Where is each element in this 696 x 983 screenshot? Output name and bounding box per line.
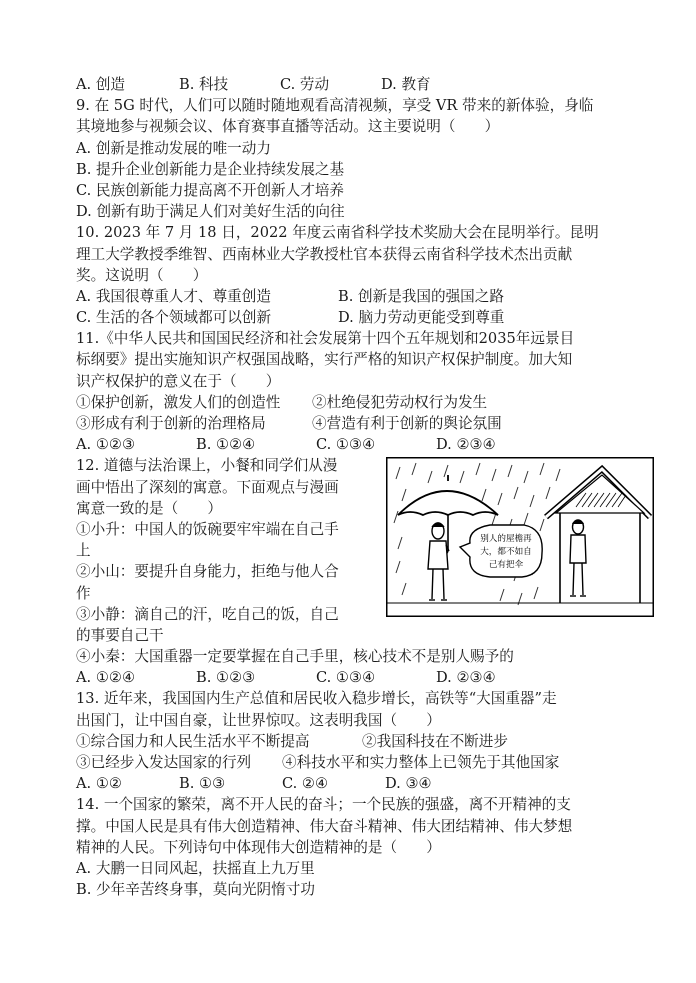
question-text: 其境地参与视频会议、体育赛事直播等活动。这主要说明（ ） [76, 118, 500, 136]
options-row [76, 307, 656, 328]
statements-row [76, 413, 656, 434]
exam-page [76, 74, 656, 900]
question-text-block [76, 455, 376, 646]
question-text: 出国门，让中国自豪，让世界惊叹。这表明我国（ ） [76, 711, 441, 729]
statement: ③小静：滴自己的汗，吃自己的饭，自己 [76, 605, 339, 623]
statement: ②我国科技在不断进步 [362, 732, 508, 750]
statement: ②小山：要提升自身能力，拒绝与他人合 [76, 563, 339, 581]
option: A. ①②③ [76, 436, 136, 454]
option: D. ②③④ [436, 436, 496, 454]
question-9 [76, 95, 656, 222]
question-text: 14. 一个国家的繁荣，离不开人民的奋斗；一个民族的强盛，离不开精神的支 [76, 796, 571, 814]
question-text: 标纲要》提出实施知识产权强国战略，实行严格的知识产权保护制度。加大知 [76, 351, 573, 369]
question-text: 13. 近年来，我国国内生产总值和居民收入稳步增长，高铁等“大国重器”走 [76, 690, 557, 708]
question-text: 寓意一致的是（ ） [76, 499, 222, 517]
question-13 [76, 688, 656, 794]
statement: ④小秦：大国重器一定要掌握在自己手里，核心技术不是别人赐予的 [76, 648, 514, 666]
question-text: 精神的人民。下列诗句中体现伟大创造精神的是（ ） [76, 838, 441, 856]
option: A. ①② [76, 775, 122, 793]
statement: ④科技水平和实力整体上已领先于其他国家 [282, 754, 560, 771]
option: D. 创新有助于满足人们对美好生活的向往 [76, 203, 345, 221]
statement: 的事要自己干 [76, 626, 164, 644]
option: D. 脑力劳动更能受到尊重 [338, 309, 505, 327]
question-text: 识产权保护的意义在于（ ） [76, 372, 281, 390]
option: B. ①②④ [196, 436, 256, 454]
question-text: 奖。这说明（ ） [76, 266, 208, 284]
option: B. 少年辛苦终身事，莫向光阴惰寸功 [76, 881, 315, 899]
question-text: 理工大学教授季维智、西南林业大学教授杜官本获得云南省科学技术杰出贡献 [76, 245, 573, 263]
option: D. ③④ [385, 775, 432, 793]
statement: 作 [76, 584, 91, 602]
statement: ①小升：中国人的饭碗要牢牢端在自己手 [76, 520, 339, 538]
speech-bubble [460, 525, 542, 577]
bubble-text: 别人的屋檐再 [480, 534, 532, 545]
option: A. 我国很尊重人才、尊重创造 [76, 287, 271, 305]
question-text: 10. 2023 年 7 月 18 日，2022 年度云南省科学技术奖励大会在昆明举行。昆明 [76, 224, 599, 242]
option: A. 创新是推动发展的唯一动力 [76, 139, 271, 157]
option: A. ①②④ [76, 669, 136, 687]
question-10 [76, 222, 656, 328]
bubble-text: 己有把伞 [488, 560, 524, 571]
option: B. ①②③ [196, 669, 256, 687]
statements-row [76, 731, 656, 752]
bubble-text: 大，都不如自 [480, 547, 532, 558]
option: C. 劳动 [280, 76, 330, 93]
statement: ②杜绝侵犯劳动权行为发生 [312, 393, 488, 411]
question-text: 11.《中华人民共和国国民经济和社会发展第十四个五年规划和2035年远景目 [76, 330, 575, 348]
question-text: 9. 在 5G 时代，人们可以随时随地观看高清视频，享受 VR 带来的新体验，身临 [76, 97, 594, 115]
option: B. 科技 [179, 76, 229, 93]
question-text: 画中悟出了深刻的寓意。下面观点与漫画 [76, 478, 339, 496]
options-row [76, 434, 656, 455]
option: D. ②③④ [436, 669, 496, 687]
question-11 [76, 328, 656, 455]
statements-row [76, 392, 656, 413]
options-row [76, 286, 656, 307]
cartoon-illustration [386, 457, 654, 617]
statement: ④营造有利于创新的舆论氛围 [312, 415, 502, 432]
statement: ③形成有利于创新的治理格局 [76, 415, 266, 432]
q8-options [76, 74, 656, 95]
statements-row [76, 752, 656, 773]
option: D. 教育 [381, 76, 431, 93]
question-text: 12. 道德与法治课上，小餐和同学们从漫 [76, 457, 338, 475]
options-row [76, 773, 656, 794]
option: C. ②④ [282, 775, 329, 793]
question-text: 撑。中国人民是具有伟大创造精神、伟大奋斗精神、伟大团结精神、伟大梦想 [76, 817, 573, 835]
statement: ③已经步入发达国家的行列 [76, 754, 252, 771]
statement: ①保护创新，激发人们的创造性 [76, 393, 281, 411]
options-row [76, 667, 656, 688]
question-14 [76, 794, 656, 900]
option: B. 创新是我国的强国之路 [338, 287, 504, 305]
option: A. 大鹏一日同风起，扶摇直上九万里 [76, 859, 315, 877]
option: A. 创造 [76, 76, 126, 93]
question-12 [76, 455, 656, 688]
option: C. ①③④ [316, 669, 376, 687]
statement: ①综合国力和人民生活水平不断提高 [76, 732, 310, 750]
option: C. 生活的各个领域都可以创新 [76, 309, 272, 327]
statement: 上 [76, 542, 91, 560]
option: C. ①③④ [316, 436, 376, 454]
option: B. 提升企业创新能力是企业持续发展之基 [76, 160, 345, 178]
option: B. ①③ [179, 775, 226, 793]
option: C. 民族创新能力提高离不开创新人才培养 [76, 181, 345, 199]
